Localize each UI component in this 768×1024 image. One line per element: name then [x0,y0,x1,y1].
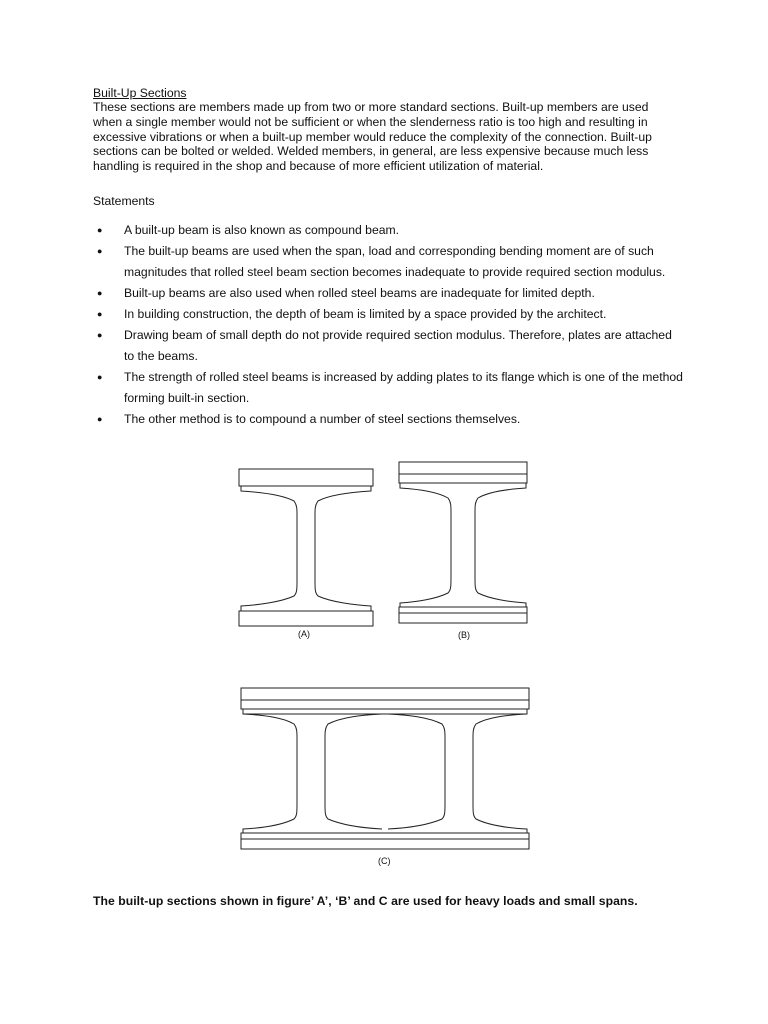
top-plate-inner [241,700,529,709]
bottom-plate-outer [399,613,527,623]
top-plate-outer [241,688,529,700]
i-beam-outline [241,486,371,611]
bottom-plate-inner [399,607,527,613]
figure-c-label: (C) [378,856,391,866]
left-beam-inner-edge [325,714,382,829]
list-item [93,325,683,367]
list-item-text: Built-up beams are also used when rolled steel beams are inadequate for limited depth. [124,286,595,300]
statements-list [93,220,683,430]
right-beam-inner-edge [388,714,445,829]
figure-c-diagram [240,686,530,868]
figure-a-diagram [238,465,374,640]
list-item-text: The strength of rolled steel beams is increased by adding plates to its flange which is one of the method forming built-in section. [124,370,683,405]
bullet-icon: ● [97,225,103,235]
figure-b-diagram [396,460,530,642]
list-item [93,220,683,241]
statements-label: Statements [93,194,155,208]
figure-a-label: (A) [298,629,310,639]
list-item-text: The built-up beams are used when the span, load and corresponding bending moment are of such magnitudes that rolled steel beam section becomes inadequate to provide required section modulus. [124,244,666,279]
bottom-plate-inner [241,833,529,839]
list-item [93,367,683,409]
section-heading: Built-Up Sections [93,86,187,100]
bullet-icon: ● [97,330,103,340]
bullet-icon: ● [97,372,103,382]
bullet-icon: ● [97,309,103,319]
right-beam-outer-edge [473,709,527,833]
figure-b-label: (B) [458,630,470,640]
bottom-plate [239,611,373,626]
bullet-icon: ● [97,288,103,298]
i-beam-outline [400,483,526,607]
left-beam-outer-edge [243,709,297,833]
list-item [93,304,683,325]
list-item [93,241,683,283]
intro-paragraph: These sections are members made up from two or more standard sections. Built-up members are used when a single member would not be sufficient or when the slenderness ratio is too high and resulting in excessive vibrations or when a built-up member would reduce the complexity of the connection. Built-up sections can be bolted or welded. Welded members, in general, are less expensive because much less handling is required in the shop and because of more efficient utilization of material. [93,100,652,174]
bullet-icon: ● [97,246,103,256]
list-item-text: A built-up beam is also known as compound beam. [124,223,400,237]
top-plate-inner [399,474,527,483]
top-plate-outer [399,462,527,474]
bullet-icon: ● [97,414,103,424]
list-item-text: In building construction, the depth of beam is limited by a space provided by the architect. [124,307,607,321]
bottom-plate-outer [241,839,529,849]
figure-caption: The built-up sections shown in figure’ A’, ‘B’ and C are used for heavy loads and small spans. [93,894,638,908]
list-item [93,283,683,304]
top-plate [239,469,373,486]
list-item-text: The other method is to compound a number of steel sections themselves. [124,412,521,426]
list-item [93,409,683,430]
list-item-text: Drawing beam of small depth do not provide required section modulus. Therefore, plates are attached to the beams. [124,328,672,363]
